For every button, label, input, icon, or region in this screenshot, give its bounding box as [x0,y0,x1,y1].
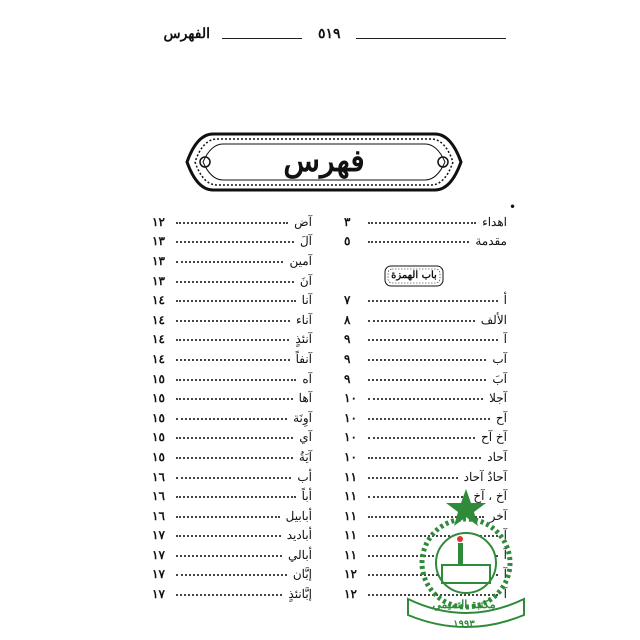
index-entry-word: آه [302,371,312,386]
leader-dots [368,471,458,479]
index-entry [344,408,507,428]
index-entry-word: آحادٌ آحاد [463,469,507,484]
index-entry-page: ٨ [344,312,351,327]
index-entry-word: آجلا [489,391,507,406]
leader-dots [176,333,289,341]
index-entry-word: أباديد [286,528,312,543]
index-entry [152,447,312,467]
index-entry-word: آبَ [492,371,507,386]
index-entry [152,565,312,585]
leader-dots [368,392,483,400]
index-entry-page: ١٥ [152,371,165,386]
leader-dots [176,255,283,263]
index-entry-word: اهداء [482,214,507,229]
library-stamp-emblem [400,487,532,640]
index-entry-word: الألف [480,312,507,327]
index-entry-word: آنفاً [295,351,312,366]
index-entry [344,330,507,350]
index-entry-page: ١٥ [152,410,165,425]
index-entry [152,506,312,526]
index-entry-page: ١١ [344,547,357,562]
leader-dots [176,314,290,322]
index-entry-word: أبابيل [285,508,312,523]
index-entry-word: آ [503,567,507,582]
leader-dots [176,490,296,498]
index-entry-word: آ [503,528,507,543]
index-entry [344,369,507,389]
index-entry [152,467,312,487]
index-entry-page: ١١ [344,508,357,523]
index-entry-page: ٧ [344,293,351,308]
index-entry [344,428,507,448]
index-entry [152,232,312,252]
index-entry-word: آض [294,214,312,229]
leader-dots [176,431,293,439]
leader-dots [176,549,282,557]
leader-dots [368,216,476,224]
index-entry-page: ١٠ [344,430,357,445]
index-entry-word: أ [503,293,507,308]
index-entry-page: ١٢ [344,567,357,582]
index-entry-page: ١٧ [152,567,165,582]
leader-dots [368,412,490,420]
mark: • [509,200,517,214]
leader-dots [368,333,498,341]
leader-dots [176,353,290,361]
index-entry [344,212,507,232]
index-entry-word: آي [299,430,312,445]
leader-dots [368,353,486,361]
leader-dots [368,431,475,439]
index-entry-word: أباً [301,489,312,504]
index-entry-word: آخ ، آخٍ [473,489,507,504]
index-entry-word: آمين [289,253,312,268]
index-entry [344,349,507,369]
index-entry [152,584,312,604]
index-entry-page: ٩ [344,332,351,347]
index-entry-page: ١٣ [152,234,165,249]
leader-dots [368,314,475,322]
index-entry-word: آنئذٍ [295,332,312,347]
index-entry-page: ١٢ [152,214,165,229]
index-entry-word: آوِنَة [293,410,312,425]
index-entry [344,447,507,467]
index-entry-word: أب [297,469,312,484]
index-entry [152,251,312,271]
index-entry-word: آناء [296,312,312,327]
index-entry [152,408,312,428]
index-entry-page: ٩ [344,371,351,386]
index-entry-page: ١١ [344,469,357,484]
index-entry [152,271,312,291]
index-entry-page: ٩ [344,351,351,366]
running-title: الفهرس [163,26,210,42]
index-entry [344,467,507,487]
leader-dots [176,510,280,518]
leader-dots [176,294,296,302]
index-entry-page: ١٤ [152,312,165,327]
index-entry-page: ١٧ [152,587,165,602]
index-entry-word: آ [503,332,507,347]
index-entry-word: آحاد [487,449,507,464]
stamp-year: ١٩٩٣ [453,619,475,630]
index-entry-page: ١٤ [152,293,165,308]
index-entry [152,212,312,232]
index-entry [152,349,312,369]
index-entry-word: آها [298,391,312,406]
stamp-text: مكتبة التميمي [432,598,496,611]
leader-dots [176,568,287,576]
index-entry-word: مقدمة [475,234,507,249]
index-entry [152,330,312,350]
index-entry [152,545,312,565]
leader-dots [176,529,281,537]
index-entry [152,369,312,389]
index-entry [344,232,507,252]
index-entry-word: آيَةُ [298,449,312,464]
page-number: ٥١٩ [318,26,341,42]
index-entry-word: أبالي [288,547,312,562]
index-entry-word: آ [503,547,507,562]
index-entry [344,388,507,408]
index-entry-page: ١٦ [152,508,165,523]
index-column-left [152,212,312,604]
leader-dots [176,471,291,479]
index-entry [152,310,312,330]
index-entry-page: ١١ [344,528,357,543]
index-entry-page: ١٠ [344,449,357,464]
header-rule-left [222,38,302,39]
index-entry-word: إبَّانئذٍ [288,587,312,602]
index-entry-word: آخ آح [481,430,507,445]
index-entry-page: ١٦ [152,469,165,484]
index-entry [152,290,312,310]
index-entry-word: آب [492,351,507,366]
leader-dots [176,216,288,224]
index-entry-word: آنَ [299,273,312,288]
index-entry-word: آنا [301,293,312,308]
index-entry [152,428,312,448]
leader-dots [176,451,293,459]
index-entry-page: ١٣ [152,253,165,268]
index-entry-word: آخر [489,508,507,523]
leader-dots [368,451,481,459]
index-entry-page: ١٧ [152,547,165,562]
index-entry [152,486,312,506]
leader-dots [176,235,294,243]
leader-dots [368,294,498,302]
leader-dots [176,275,294,283]
index-entry-page: ١١ [344,489,357,504]
index-entry-word: آ [503,587,507,602]
page-title: فهرس [283,144,365,179]
header-rule-right [356,38,506,39]
leader-dots [176,392,293,400]
index-entry [152,388,312,408]
index-entry-page: ٣ [344,214,351,229]
index-entry-word: آلَ [299,234,312,249]
index-entry-page: ١٧ [152,528,165,543]
index-entry [344,290,507,310]
index-entry-page: ١٣ [152,273,165,288]
index-entry-page: ١٥ [152,430,165,445]
index-entry-page: ١٥ [152,449,165,464]
index-entry [152,526,312,546]
index-entry-page: ١٥ [152,391,165,406]
leader-dots [368,235,469,243]
index-entry-word: آح [495,410,507,425]
leader-dots [176,373,296,381]
index-entry-page: ١٤ [152,332,165,347]
index-entry-page: ١٦ [152,489,165,504]
index-entry [344,310,507,330]
index-entry-page: ١٢ [344,587,357,602]
index-entry-word: إبَّان [292,567,312,582]
index-entry-page: ١٠ [344,410,357,425]
leader-dots [176,412,287,420]
leader-dots [176,588,282,596]
index-entry-page: ١٠ [344,391,357,406]
section-heading: باب الهمزة [391,270,437,281]
leader-dots [368,373,486,381]
index-entry-page: ٥ [344,234,351,249]
index-entry-page: ١٤ [152,351,165,366]
